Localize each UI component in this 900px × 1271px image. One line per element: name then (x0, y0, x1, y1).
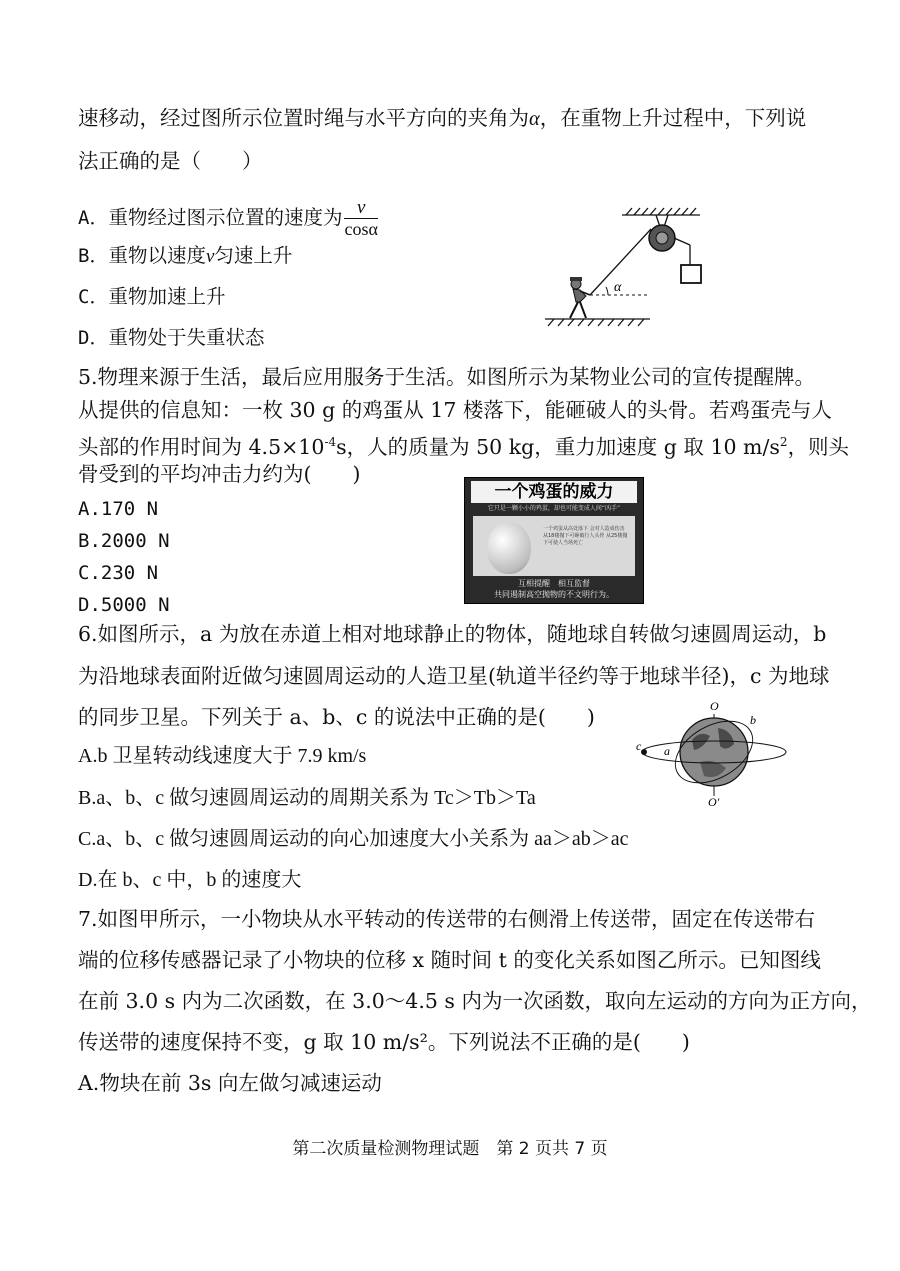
option-label: C． (78, 286, 109, 308)
q4-alpha: α (529, 108, 540, 130)
option-text: 重物经过图示位置的速度为 (108, 206, 343, 229)
option-text: 重物处于失重状态 (108, 326, 265, 349)
q5-stem-line1: 5.物理来源于生活，最后应用服务于生活。如图所示为某物业公司的宣传提醒牌。 (78, 365, 816, 389)
q5-option-c: C.230 N (78, 562, 159, 584)
q6-stem-line3: 的同步卫星。下列关于 a、b、c 的说法中正确的是( ) (78, 705, 595, 729)
poster-footer-line2: 共同遏制高空抛物的不文明行为。 (494, 590, 614, 599)
velocity-symbol: v (205, 246, 215, 267)
person-icon (570, 277, 590, 318)
q7-option-a: A.物块在前 3s 向左做匀减速运动 (78, 1071, 382, 1095)
q5-stem-line2: 从提供的信息知：一枚 30 g 的鸡蛋从 17 楼落下，能砸破人的头骨。若鸡蛋壳与人 (78, 398, 832, 422)
q5-text: s，人的质量为 50 kg，重力加速度 g 取 10 m/s (336, 434, 780, 459)
egg-icon (487, 522, 531, 574)
q4-option-c (78, 285, 225, 309)
pulley-axle (656, 232, 668, 244)
weight-block (681, 265, 701, 283)
q5-text: ，则头 (787, 434, 850, 459)
option-text: 匀速上升 (214, 244, 293, 267)
pulley-figure (540, 205, 715, 330)
angle-label: α (614, 280, 622, 295)
q5-stem-line4: 骨受到的平均冲击力约为( ) (78, 462, 361, 486)
q4-option-d (78, 326, 264, 350)
q7-stem-line1: 7.如图甲所示，一小物块从水平转动的传送带的右侧滑上传送带，固定在传送带右 (78, 907, 816, 931)
poster-subtitle: 它只是一颗小小的鸡蛋，却也可能变成人间“凶手” (487, 505, 621, 512)
q7-stem-line2: 端的位移传感器记录了小物块的位移 x 随时间 t 的变化关系如图乙所示。已知图线 (78, 948, 821, 972)
exponent: -4 (324, 435, 337, 449)
ground-hatch (545, 319, 650, 326)
label-o: O (710, 700, 719, 713)
q4-stem-text: 速移动，经过图所示位置时绳与水平方向的夹角为 (78, 106, 529, 130)
rope-to-block (674, 238, 690, 245)
q6-option-a: A.b 卫星转动线速度大于 7.9 km/s (78, 745, 367, 767)
q4-option-a (78, 198, 378, 239)
option-text: 重物加速上升 (108, 285, 226, 308)
q5-text: 头部的作用时间为 4.5×10 (78, 434, 325, 459)
angle-arc (606, 287, 608, 295)
q5-stem-line3 (78, 430, 849, 459)
label-a: a (664, 744, 670, 758)
earth-orbit-figure (630, 700, 800, 810)
exponent: 2 (779, 435, 788, 449)
ceiling-hatch (622, 208, 700, 215)
egg-poster-image (464, 477, 644, 604)
label-c: c (636, 739, 642, 753)
option-label: B． (78, 245, 109, 267)
q6-option-d: D.在 b、c 中，b 的速度大 (78, 869, 302, 891)
q7-stem-line4: 传送带的速度保持不变，g 取 10 m/s²。下列说法不正确的是( ) (78, 1030, 690, 1054)
fraction-numerator: v (344, 198, 377, 219)
poster-footer-line1: 互相提醒 相互监督 (518, 579, 590, 588)
poster-panel (473, 516, 635, 576)
velocity-fraction (344, 198, 377, 239)
q4-stem-line2: 法正确的是（ ） (78, 149, 263, 173)
satellite-c (641, 749, 647, 755)
page-footer: 第二次质量检测物理试题 第 2 页共 7 页 (292, 1139, 608, 1159)
q6-stem-line1: 6.如图所示，a 为放在赤道上相对地球静止的物体，随地球自转做匀速圆周运动，b (78, 622, 827, 646)
option-text: 重物以速度 (108, 244, 206, 267)
poster-title: 一个鸡蛋的威力 (471, 481, 637, 503)
fraction-denominator: cosα (344, 219, 378, 239)
label-b: b (750, 713, 756, 727)
q5-option-a: A.170 N (78, 498, 159, 520)
q4-option-b (78, 244, 292, 269)
q6-option-b: B.a、b、c 做匀速圆周运动的周期关系为 Tc＞Tb＞Ta (78, 787, 536, 809)
q5-option-d: D.5000 N (78, 594, 170, 616)
q4-stem-line1 (78, 106, 806, 131)
label-o-prime: O′ (708, 795, 720, 809)
poster-description: 一个鸡蛋从高处落下 会对人造成伤害 从18楼抛下可砸破行人头骨 从25楼抛下可使人当场死亡 (543, 526, 628, 546)
option-label: D． (78, 327, 109, 349)
q6-option-c: C.a、b、c 做匀速圆周运动的向心加速度大小关系为 aa＞ab＞ac (78, 828, 629, 850)
q7-stem-line3: 在前 3.0 s 内为二次函数，在 3.0～4.5 s 内为一次函数，取向左运动的方向为正方向， (78, 989, 872, 1013)
q4-stem-text-end: ，在重物上升过程中，下列说 (539, 106, 807, 130)
q5-option-b: B.2000 N (78, 530, 170, 552)
option-label: A． (78, 207, 109, 229)
q6-stem-line2: 为沿地球表面附近做匀速圆周运动的人造卫星(轨道半径约等于地球半径)，c 为地球 (78, 664, 830, 688)
